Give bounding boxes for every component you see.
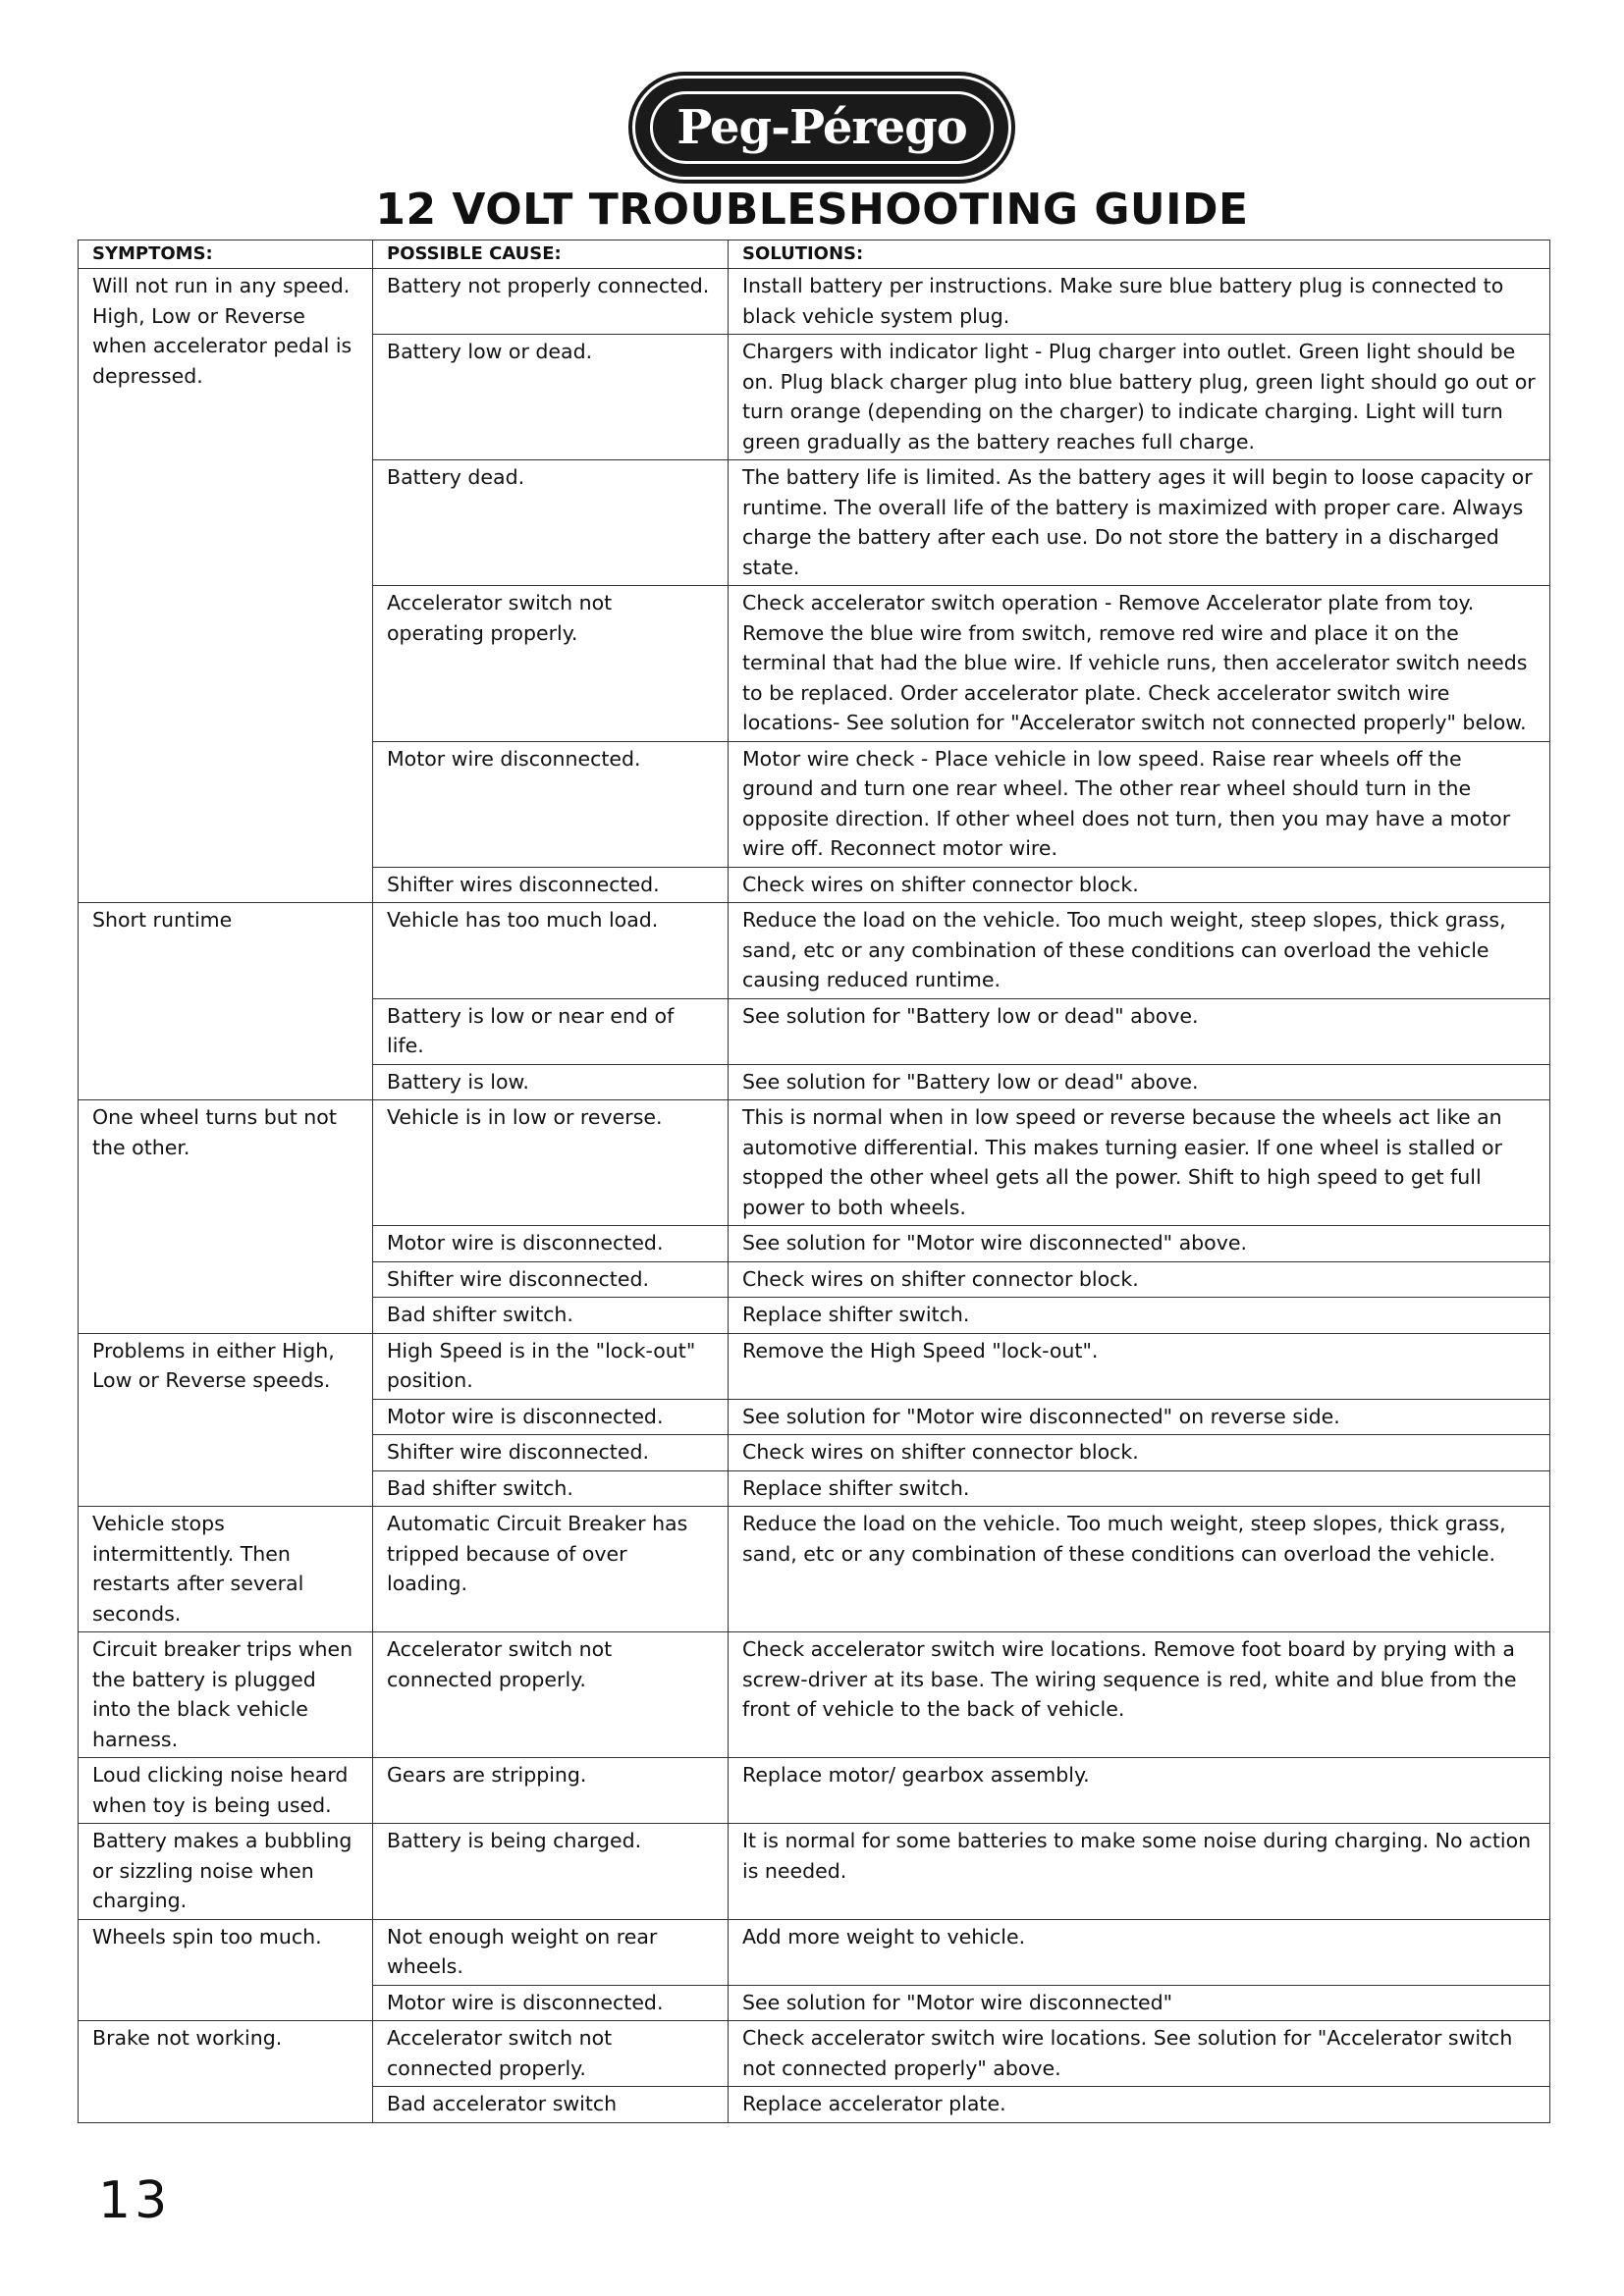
- header-symptoms: SYMPTOMS:: [79, 240, 373, 269]
- brand-logo-text: Peg-Pérego: [677, 100, 967, 155]
- solution-cell: See solution for "Battery low or dead" above.: [729, 1064, 1550, 1100]
- cause-cell: Not enough weight on rear wheels.: [373, 1919, 729, 1985]
- cause-cell: High Speed is in the "lock-out" position.: [373, 1333, 729, 1399]
- symptom-cell: One wheel turns but not the other.: [79, 1100, 373, 1334]
- solution-cell: See solution for "Motor wire disconnected" on reverse side.: [729, 1399, 1550, 1435]
- solution-cell: See solution for "Battery low or dead" above.: [729, 998, 1550, 1064]
- cause-cell: Battery is being charged.: [373, 1824, 729, 1920]
- cause-cell: Battery is low or near end of life.: [373, 998, 729, 1064]
- symptom-cell: Problems in either High, Low or Reverse speeds.: [79, 1333, 373, 1507]
- cause-cell: Motor wire is disconnected.: [373, 1985, 729, 2021]
- symptom-cell: Wheels spin too much.: [79, 1919, 373, 2021]
- cause-cell: Bad accelerator switch: [373, 2087, 729, 2123]
- cause-cell: Gears are stripping.: [373, 1758, 729, 1824]
- symptom-cell: Battery makes a bubbling or sizzling noise when charging.: [79, 1824, 373, 1920]
- cause-cell: Bad shifter switch.: [373, 1298, 729, 1334]
- table-row: [79, 1919, 1550, 1985]
- cause-cell: Accelerator switch not connected properly.: [373, 2021, 729, 2087]
- cause-cell: Battery not properly connected.: [373, 269, 729, 335]
- solution-cell: The battery life is limited. As the battery ages it will begin to loose capacity or runtime. The overall life of the battery is maximized with proper care. Always charge the battery after each use. Do not store the battery in a discharged state.: [729, 460, 1550, 586]
- brand-logo-frame: [650, 91, 994, 164]
- cause-cell: Battery low or dead.: [373, 335, 729, 460]
- table-body: [79, 269, 1550, 2123]
- symptom-cell: Will not run in any speed. High, Low or Reverse when accelerator pedal is depressed.: [79, 269, 373, 903]
- cause-cell: Vehicle is in low or reverse.: [373, 1100, 729, 1226]
- cause-cell: Battery is low.: [373, 1064, 729, 1100]
- solution-cell: It is normal for some batteries to make some noise during charging. No action is needed.: [729, 1824, 1550, 1920]
- symptom-cell: Circuit breaker trips when the battery is plugged into the black vehicle harness.: [79, 1632, 373, 1758]
- cause-cell: Automatic Circuit Breaker has tripped because of over loading.: [373, 1507, 729, 1632]
- solution-cell: Check wires on shifter connector block.: [729, 1435, 1550, 1471]
- symptom-cell: Loud clicking noise heard when toy is being used.: [79, 1758, 373, 1824]
- table-row: [79, 269, 1550, 335]
- solution-cell: This is normal when in low speed or reverse because the wheels act like an automotive differential. This makes turning easier. If one wheel is stalled or stopped the other wheel gets all the power. Shift to high speed to get full power to both wheels.: [729, 1100, 1550, 1226]
- solution-cell: Install battery per instructions. Make sure blue battery plug is connected to black vehicle system plug.: [729, 269, 1550, 335]
- solution-cell: Motor wire check - Place vehicle in low speed. Raise rear wheels off the ground and turn one rear wheel. The other rear wheel should turn in the opposite direction. If other wheel does not turn, then you may have a motor wire off. Reconnect motor wire.: [729, 741, 1550, 867]
- header-possible-cause: POSSIBLE CAUSE:: [373, 240, 729, 269]
- cause-cell: Vehicle has too much load.: [373, 903, 729, 999]
- solution-cell: See solution for "Motor wire disconnected": [729, 1985, 1550, 2021]
- solution-cell: Replace shifter switch.: [729, 1298, 1550, 1334]
- table-row: [79, 1632, 1550, 1758]
- table-row: [79, 1333, 1550, 1399]
- cause-cell: Motor wire is disconnected.: [373, 1399, 729, 1435]
- solution-cell: Chargers with indicator light - Plug charger into outlet. Green light should be on. Plug black charger plug into blue battery plug, green light should go out or turn orange (depending on the charger) to indicate charging. Light will turn green gradually as the battery reaches full charge.: [729, 335, 1550, 460]
- solution-cell: Check accelerator switch wire locations. Remove foot board by prying with a screw-driver at its base. The wiring sequence is red, white and blue from the front of vehicle to the back of vehicle.: [729, 1632, 1550, 1758]
- table-row: [79, 1507, 1550, 1632]
- symptom-cell: Short runtime: [79, 903, 373, 1100]
- table-header-row: [79, 240, 1550, 269]
- cause-cell: Shifter wire disconnected.: [373, 1435, 729, 1471]
- solution-cell: Check accelerator switch wire locations. See solution for "Accelerator switch not connected properly" above.: [729, 2021, 1550, 2087]
- brand-logo: [635, 79, 1008, 177]
- cause-cell: Bad shifter switch.: [373, 1470, 729, 1507]
- solution-cell: Reduce the load on the vehicle. Too much weight, steep slopes, thick grass, sand, etc or any combination of these conditions can overload the vehicle.: [729, 1507, 1550, 1632]
- cause-cell: Motor wire is disconnected.: [373, 1226, 729, 1262]
- solution-cell: Reduce the load on the vehicle. Too much weight, steep slopes, thick grass, sand, etc or any combination of these conditions can overload the vehicle causing reduced runtime.: [729, 903, 1550, 999]
- symptom-cell: Vehicle stops intermittently. Then restarts after several seconds.: [79, 1507, 373, 1632]
- solution-cell: Check wires on shifter connector block.: [729, 1261, 1550, 1298]
- solution-cell: Check accelerator switch operation - Remove Accelerator plate from toy. Remove the blue wire from switch, remove red wire and place it on the terminal that had the blue wire. If vehicle runs, then accelerator switch needs to be replaced. Order accelerator plate. Check accelerator switch wire locations- See solution for "Accelerator switch not connected properly" below.: [729, 586, 1550, 742]
- solution-cell: Remove the High Speed "lock-out".: [729, 1333, 1550, 1399]
- solution-cell: Check wires on shifter connector block.: [729, 867, 1550, 903]
- cause-cell: Shifter wires disconnected.: [373, 867, 729, 903]
- cause-cell: Battery dead.: [373, 460, 729, 586]
- solution-cell: Replace motor/ gearbox assembly.: [729, 1758, 1550, 1824]
- header-solutions: SOLUTIONS:: [729, 240, 1550, 269]
- table-row: [79, 1100, 1550, 1226]
- table-row: [79, 2021, 1550, 2087]
- table-row: [79, 1824, 1550, 1920]
- solution-cell: Add more weight to vehicle.: [729, 1919, 1550, 1985]
- symptom-cell: Brake not working.: [79, 2021, 373, 2123]
- page-title: 12 VOLT TROUBLESHOOTING GUIDE: [375, 185, 1249, 235]
- solution-cell: Replace shifter switch.: [729, 1470, 1550, 1507]
- cause-cell: Motor wire disconnected.: [373, 741, 729, 867]
- table-row: [79, 1758, 1550, 1824]
- solution-cell: Replace accelerator plate.: [729, 2087, 1550, 2123]
- solution-cell: See solution for "Motor wire disconnected" above.: [729, 1226, 1550, 1262]
- cause-cell: Accelerator switch not operating properly.: [373, 586, 729, 742]
- cause-cell: Accelerator switch not connected properly.: [373, 1632, 729, 1758]
- cause-cell: Shifter wire disconnected.: [373, 1261, 729, 1298]
- page-number: 13: [98, 2171, 172, 2230]
- troubleshooting-table: [78, 240, 1550, 2123]
- table-row: [79, 903, 1550, 999]
